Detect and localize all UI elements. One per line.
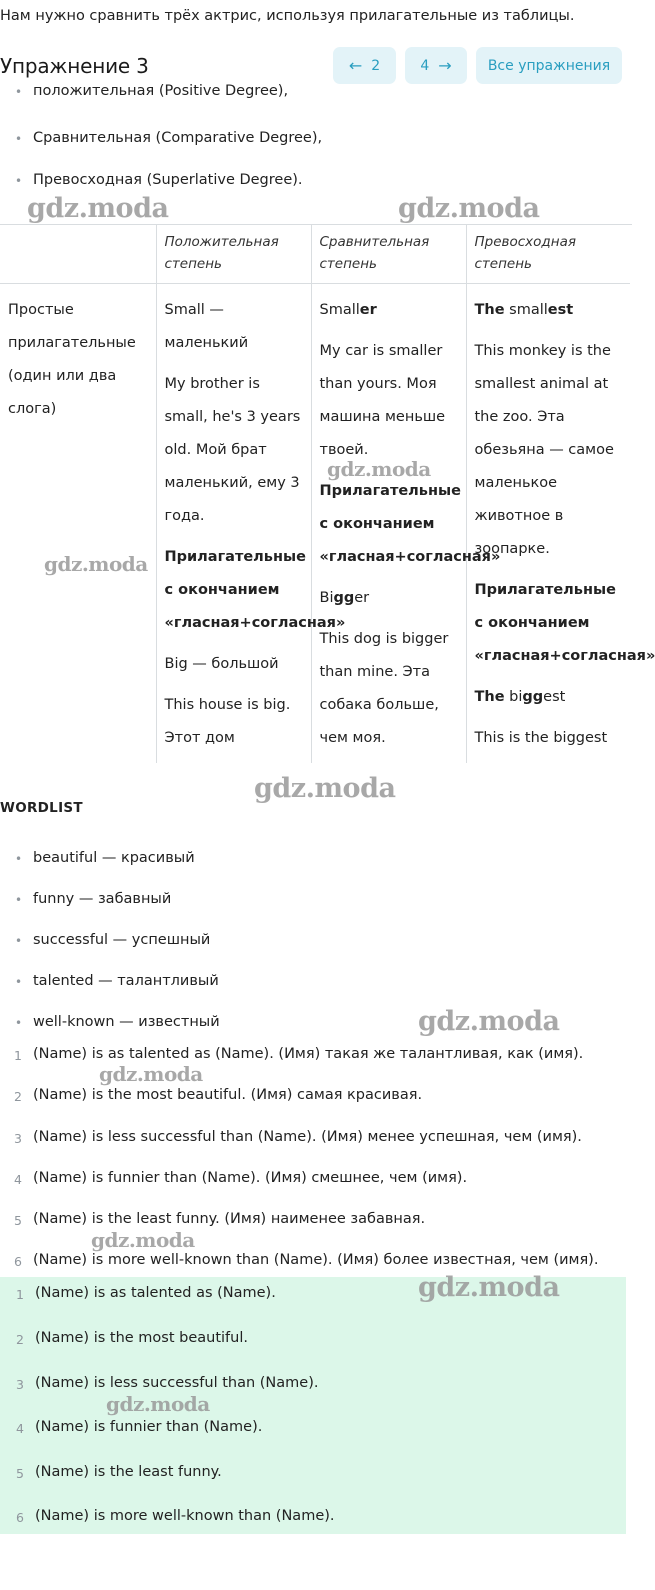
comparative-word2: [320, 582, 460, 615]
list-item: [0, 130, 322, 146]
answer-row: [0, 1285, 276, 1301]
word-suffix: er: [359, 301, 377, 318]
list-item: [0, 1170, 467, 1186]
wordlist-heading: WORDLIST: [0, 800, 83, 816]
watermark: gdz.moda: [44, 552, 148, 576]
list-item: [0, 1129, 582, 1145]
word-end: er: [354, 589, 370, 606]
watermark: gdz.moda: [254, 773, 396, 804]
item-number: 6: [14, 1254, 22, 1269]
answer-text: (Name) is the most beautiful.: [35, 1330, 248, 1346]
item-number: 5: [14, 1213, 22, 1228]
next-exercise-label: 4: [420, 57, 430, 74]
word-end: est: [543, 688, 566, 705]
item-number: 3: [14, 1131, 22, 1146]
watermark: gdz.moda: [418, 1272, 560, 1303]
degree-list-cut: [0, 83, 632, 104]
item-number: 4: [14, 1172, 22, 1187]
list-item-text: (Name) is less successful than (Name). (Имя) менее успешная, чем (имя).: [33, 1129, 582, 1145]
list-item-text: (Name) is more well-known than (Name). (Имя) более известная, чем (имя).: [33, 1252, 599, 1268]
all-exercises-button[interactable]: [476, 47, 622, 84]
answer-row: [0, 1330, 248, 1346]
watermark: gdz.moda: [398, 193, 540, 224]
table-header-cell: Превосходная степень: [466, 225, 630, 283]
answer-text: (Name) is less successful than (Name).: [35, 1375, 319, 1391]
list-item-text: Сравнительная (Comparative Degree),: [33, 130, 323, 146]
item-number: 5: [16, 1466, 24, 1481]
answer-text: (Name) is more well-known than (Name).: [35, 1508, 335, 1524]
table-header-row: [0, 225, 630, 283]
table-cell-superlative: [466, 283, 655, 763]
list-item: [0, 850, 195, 866]
comparative-example2: This dog is bigger than mine. Эта собака больше, чем моя.: [319, 630, 449, 746]
word-the: The: [474, 301, 505, 318]
comparative-word: [320, 294, 460, 327]
answer-row: [0, 1508, 335, 1524]
watermark: gdz.moda: [99, 1062, 203, 1086]
list-item: [0, 1046, 583, 1062]
item-number: 1: [16, 1287, 24, 1302]
list-item-text: funny — забавный: [33, 891, 172, 907]
list-item-text: Превосходная (Superlative Degree).: [33, 172, 303, 188]
all-exercises-label: Все упражнения: [487, 57, 611, 74]
superlative-word: [475, 294, 625, 327]
item-number: 3: [16, 1377, 24, 1392]
word-suffix: gg: [522, 688, 544, 705]
positive-example2: This house is big. Этот дом: [164, 696, 291, 746]
table-header-cell: [0, 225, 156, 283]
list-item: [0, 172, 303, 188]
word-the: The: [474, 688, 505, 705]
item-number: 2: [14, 1089, 22, 1104]
positive-word: Small — маленький: [164, 301, 249, 351]
list-item-text: beautiful — красивый: [33, 850, 195, 866]
list-item: [0, 973, 219, 989]
item-number: 4: [16, 1421, 24, 1436]
word-base: Bi: [319, 589, 334, 606]
arrow-left-icon: ←: [348, 56, 363, 75]
positive-subhead: Прилагательные с окончанием «гласная+согласная»: [164, 548, 346, 631]
word-base: Small: [319, 301, 360, 318]
table-header-cell: Положительная степень: [156, 225, 311, 283]
item-number: 2: [16, 1332, 24, 1347]
answer-text: (Name) is as talented as (Name).: [35, 1285, 276, 1301]
table-header-cell: Сравнительная степень: [311, 225, 466, 283]
answer-row: [0, 1375, 318, 1391]
word-base: bi: [504, 688, 523, 705]
positive-example: My brother is small, he's 3 years old. Мой брат маленький, ему 3 года.: [164, 375, 301, 524]
list-item: [0, 83, 288, 99]
degrees-table: [0, 224, 655, 794]
list-item-text: (Name) is the most beautiful. (Имя) самая красивая.: [33, 1087, 423, 1103]
list-item-text: (Name) is as talented as (Name). (Имя) такая же талантливая, как (имя).: [33, 1046, 584, 1062]
list-item-text: talented — талантливый: [33, 973, 219, 989]
table-row: [0, 283, 630, 763]
page-title: Упражнение 3: [0, 54, 149, 78]
answer-row: [0, 1419, 262, 1435]
word-base: small: [504, 301, 548, 318]
item-number: 6: [16, 1510, 24, 1525]
list-item: [0, 891, 171, 907]
prev-exercise-button[interactable]: [333, 47, 396, 84]
positive-word2: Big — большой: [164, 655, 279, 672]
list-item: [0, 1252, 598, 1268]
superlative-example2: This is the biggest: [474, 729, 608, 746]
list-item: [0, 932, 210, 948]
next-exercise-button[interactable]: [405, 47, 467, 84]
list-item: [0, 1087, 422, 1103]
list-item: [0, 1211, 425, 1227]
arrow-right-icon: →: [438, 56, 452, 75]
watermark: gdz.moda: [418, 1006, 560, 1037]
watermark: gdz.moda: [327, 457, 431, 481]
word-suffix: est: [547, 301, 574, 318]
list-item-text: well-known — известный: [33, 1014, 220, 1030]
watermark: gdz.moda: [106, 1392, 210, 1416]
answer-text: (Name) is funnier than (Name).: [35, 1419, 263, 1435]
answer-row: [0, 1464, 222, 1480]
intro-text: Нам нужно сравнить трёх актрис, используя прилагательные из таблицы.: [0, 8, 575, 24]
comparative-example: My car is smaller than yours. Моя машина меньше твоей.: [319, 342, 446, 458]
list-item-text: (Name) is the least funny. (Имя) наименее забавная.: [33, 1211, 426, 1227]
word-suffix: gg: [333, 589, 355, 606]
table-cell-row-label: [0, 283, 156, 763]
item-number: 1: [14, 1048, 22, 1063]
list-item-text: (Name) is funnier than (Name). (Имя) смешнее, чем (имя).: [33, 1170, 468, 1186]
list-item-text: положительная (Positive Degree),: [33, 83, 289, 99]
list-item-text: successful — успешный: [33, 932, 211, 948]
row-label-text: Простые прилагательные (один или два слога): [8, 301, 136, 417]
superlative-word2: [475, 681, 625, 714]
watermark: gdz.moda: [91, 1228, 195, 1252]
comparative-subhead: Прилагательные с окончанием «гласная+согласная»: [319, 482, 501, 565]
superlative-example: This monkey is the smallest animal at the zoo. Эта обезьяна — самое маленькое животное в зоопарке.: [474, 342, 614, 557]
superlative-subhead: Прилагательные с окончанием «гласная+согласная»: [474, 581, 655, 664]
answer-box: [0, 1277, 626, 1534]
prev-exercise-label: 2: [371, 57, 381, 74]
watermark: gdz.moda: [27, 193, 169, 224]
answer-text: (Name) is the least funny.: [35, 1464, 222, 1480]
list-item: [0, 1014, 220, 1030]
